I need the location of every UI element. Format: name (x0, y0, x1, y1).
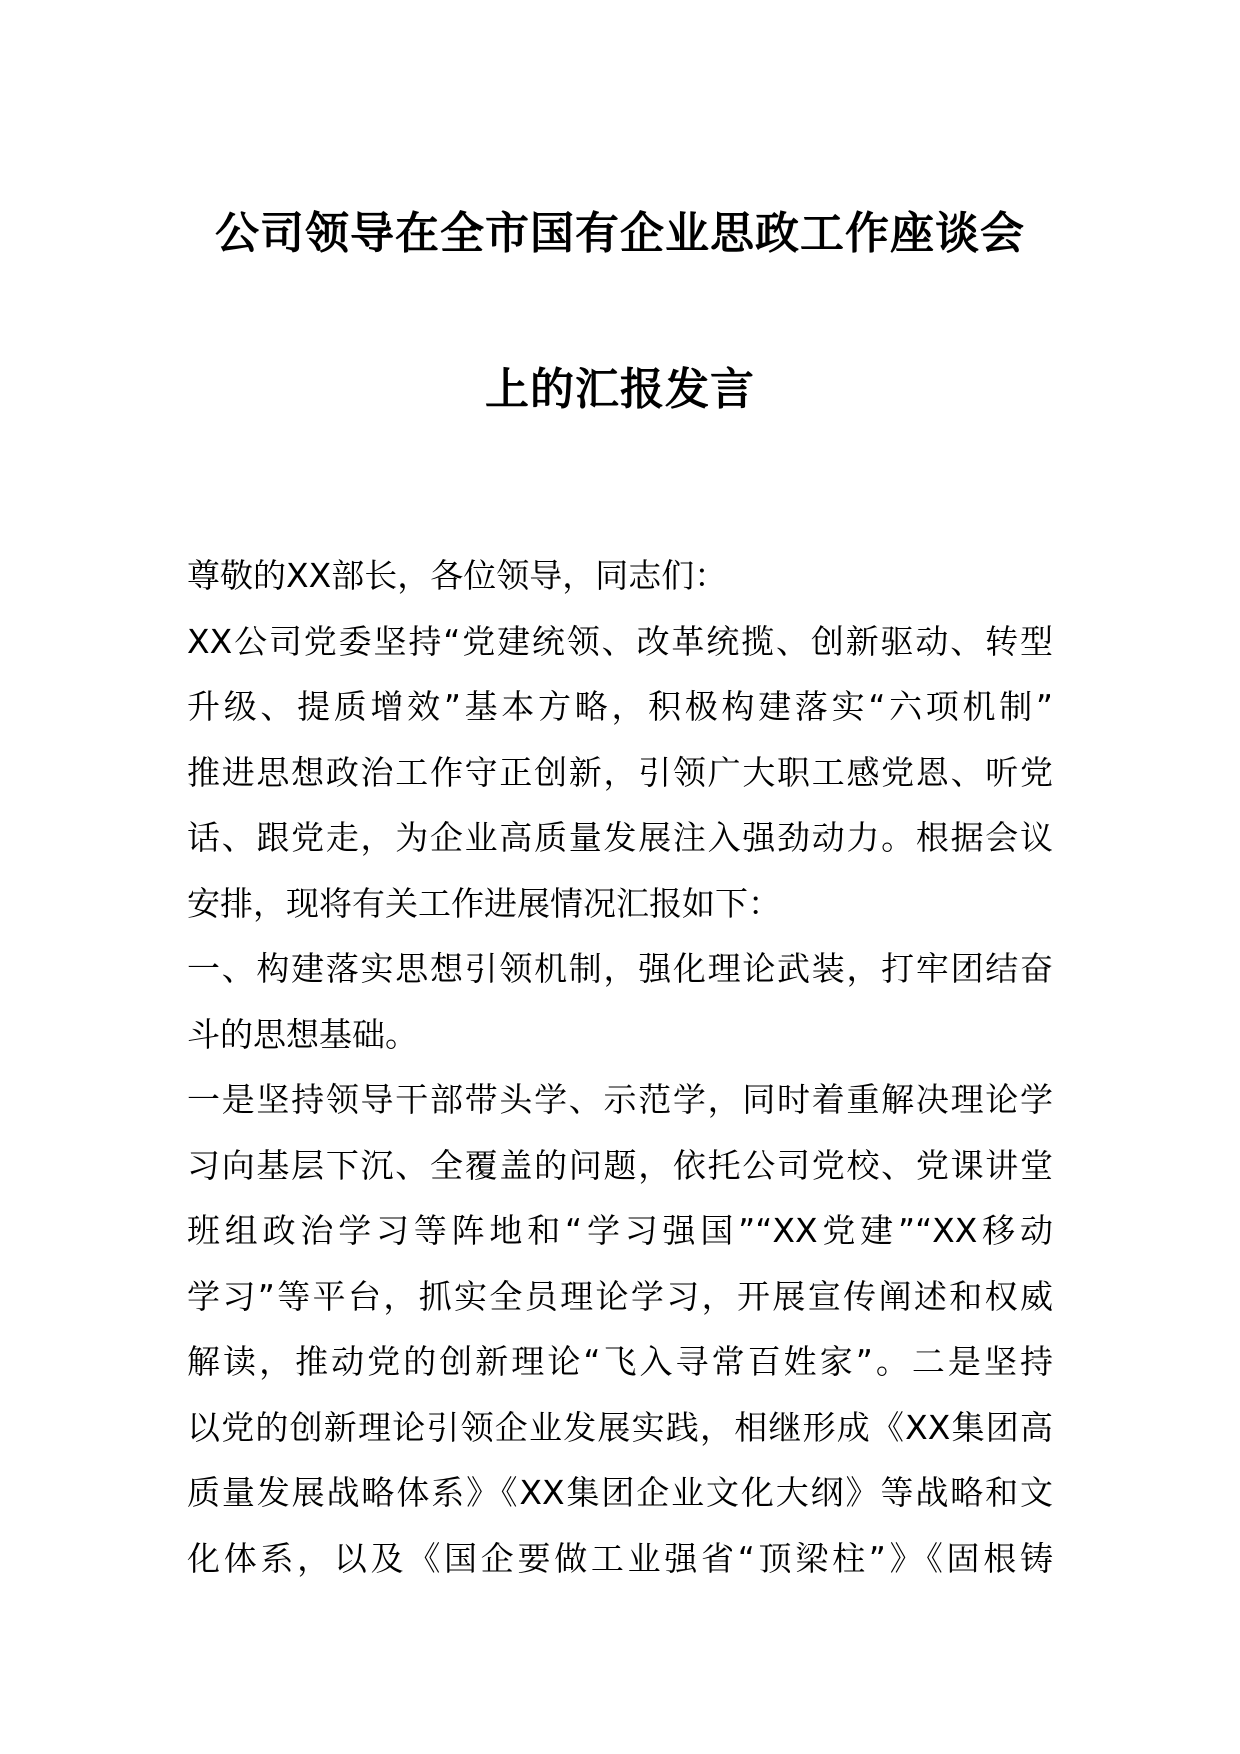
body-line: 班组政治学习等阵地和“学习强国”“XX党建”“XX移动 (187, 1211, 1053, 1250)
body-line: 学习”等平台，抓实全员理论学习，开展宣传阐述和权威 (187, 1276, 1053, 1316)
body-line: XX公司党委坚持“党建统领、改革统揽、创新驱动、转型 (187, 621, 1053, 661)
section-heading-line: 一、构建落实思想引领机制，强化理论武装，打牢团结奋 (187, 949, 1053, 988)
section-heading-line: 斗的思想基础。 (187, 1014, 418, 1054)
body-line: 安排，现将有关工作进展情况汇报如下： (187, 883, 781, 923)
document-title-line-2: 上的汇报发言 (485, 364, 755, 415)
document-body (187, 543, 1053, 1591)
body-line: 推进思想政治工作守正创新，引领广大职工感党恩、听党 (187, 752, 1053, 792)
body-line: 习向基层下沉、全覆盖的问题，依托公司党校、党课讲堂 (187, 1145, 1053, 1185)
body-line: 升级、提质增效”基本方略，积极构建落实“六项机制” (187, 687, 1053, 726)
body-line: 以党的创新理论引领企业发展实践，相继形成《XX集团高 (187, 1407, 1053, 1447)
body-line: 一是坚持领导干部带头学、示范学，同时着重解决理论学 (187, 1080, 1053, 1119)
document-title-line-1: 公司领导在全市国有企业思政工作座谈会 (215, 208, 1025, 259)
body-line: 质量发展战略体系》《XX集团企业文化大纲》等战略和文 (187, 1473, 1053, 1512)
body-line: 解读，推动党的创新理论“飞入寻常百姓家”。二是坚持 (187, 1342, 1053, 1381)
salutation-line: 尊敬的XX部长，各位领导，同志们： (187, 556, 728, 595)
body-line: 化体系，以及《国企要做工业强省“顶梁柱”》《固根铸 (187, 1538, 1053, 1578)
body-line: 话、跟党走，为企业高质量发展注入强劲动力。根据会议 (187, 818, 1053, 857)
